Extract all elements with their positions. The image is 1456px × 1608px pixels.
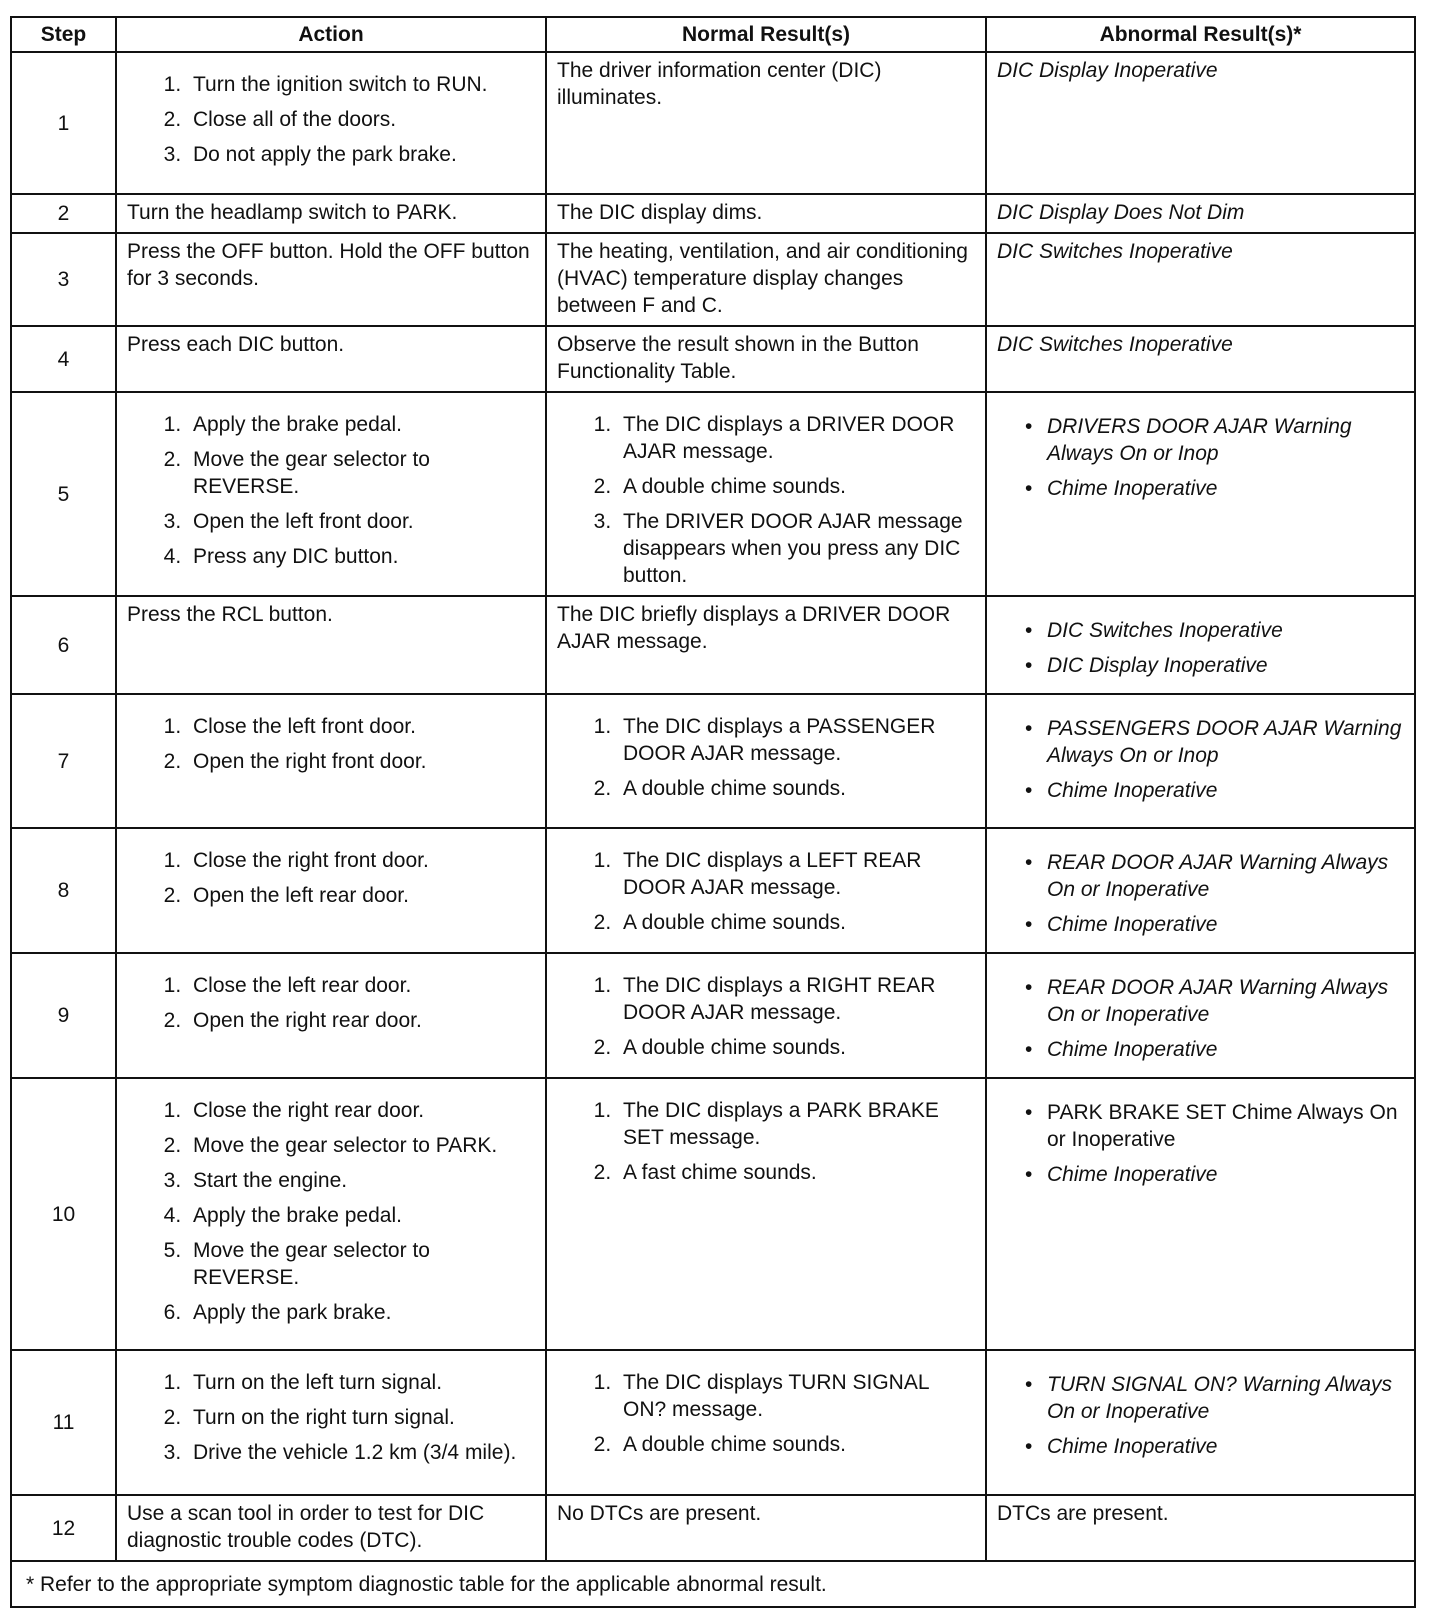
- step-number: 9: [11, 953, 116, 1078]
- action-cell: [116, 1495, 546, 1561]
- abnormal-list: [997, 849, 1404, 938]
- abnormal-text: DIC Display Does Not Dim: [997, 201, 1245, 224]
- table-row: [11, 1495, 1415, 1561]
- action-cell: [116, 52, 546, 194]
- normal-result-cell: [546, 52, 986, 194]
- list-item: 1. The DIC displays a PASSENGER DOOR AJAR message.: [617, 713, 975, 767]
- abnormal-result-cell: [986, 1350, 1415, 1495]
- footnote: * Refer to the appropriate symptom diagnostic table for the applicable abnormal result.: [11, 1561, 1415, 1607]
- list-item: 2. A double chime sounds.: [617, 473, 975, 500]
- list-item: 2. A double chime sounds.: [617, 1034, 975, 1061]
- header-normal-results: Normal Result(s): [546, 17, 986, 52]
- step-number: 10: [11, 1078, 116, 1350]
- list-item: 2. Close all of the doors.: [187, 106, 535, 133]
- list-item: 4. Apply the brake pedal.: [187, 1202, 535, 1229]
- list-item: 4. Press any DIC button.: [187, 543, 535, 570]
- table-row: [11, 828, 1415, 953]
- list-item: 1. The DIC displays a DRIVER DOOR AJAR message.: [617, 411, 975, 465]
- list-item: • Chime Inoperative: [1047, 777, 1404, 804]
- step-number: 11: [11, 1350, 116, 1495]
- abnormal-text: DIC Switches Inoperative: [997, 240, 1233, 263]
- list-item: 1. The DIC displays a PARK BRAKE SET message.: [617, 1097, 975, 1151]
- normal-list: [557, 411, 975, 589]
- normal-result-cell: [546, 1350, 986, 1495]
- normal-result-cell: [546, 1495, 986, 1561]
- list-item: • REAR DOOR AJAR Warning Always On or Inoperative: [1047, 974, 1404, 1028]
- list-item: 1. Close the right front door.: [187, 847, 535, 874]
- action-list: [127, 713, 535, 775]
- list-item: 3. Do not apply the park brake.: [187, 141, 535, 168]
- list-item: 1. The DIC displays a RIGHT REAR DOOR AJAR message.: [617, 972, 975, 1026]
- list-item: 2. Move the gear selector to REVERSE.: [187, 446, 535, 500]
- step-number: 8: [11, 828, 116, 953]
- list-item: 1. Close the left rear door.: [187, 972, 535, 999]
- list-item: • PARK BRAKE SET Chime Always On or Inoperative: [1047, 1099, 1404, 1153]
- table-row: [11, 233, 1415, 326]
- action-cell: [116, 233, 546, 326]
- list-item: 2. Open the left rear door.: [187, 882, 535, 909]
- list-item: 6. Apply the park brake.: [187, 1299, 535, 1326]
- list-item: 3. Start the engine.: [187, 1167, 535, 1194]
- abnormal-result-cell: [986, 596, 1415, 694]
- action-cell: [116, 828, 546, 953]
- abnormal-result-cell: [986, 326, 1415, 392]
- list-item: 1. Turn the ignition switch to RUN.: [187, 71, 535, 98]
- list-item: • Chime Inoperative: [1047, 911, 1404, 938]
- abnormal-result-cell: [986, 233, 1415, 326]
- action-list: [127, 1097, 535, 1326]
- header-step: Step: [11, 17, 116, 52]
- list-item: • Chime Inoperative: [1047, 475, 1404, 502]
- table-body: [11, 52, 1415, 1561]
- list-item: 3. The DRIVER DOOR AJAR message disappears when you press any DIC button.: [617, 508, 975, 589]
- list-item: • DRIVERS DOOR AJAR Warning Always On or Inop: [1047, 413, 1404, 467]
- normal-list: [557, 1097, 975, 1186]
- step-number: 2: [11, 194, 116, 233]
- action-cell: [116, 1350, 546, 1495]
- list-item: 3. Drive the vehicle 1.2 km (3/4 mile).: [187, 1439, 535, 1466]
- list-item: 1. Close the left front door.: [187, 713, 535, 740]
- table-row: [11, 326, 1415, 392]
- header-row: [11, 17, 1415, 52]
- step-number: 5: [11, 392, 116, 596]
- table-row: [11, 194, 1415, 233]
- normal-result-cell: [546, 694, 986, 828]
- normal-result-cell: [546, 392, 986, 596]
- normal-list: [557, 972, 975, 1061]
- list-item: 2. A double chime sounds.: [617, 909, 975, 936]
- action-list: [127, 411, 535, 570]
- normal-text: The driver information center (DIC) illuminates.: [557, 59, 882, 109]
- action-text: Press the OFF button. Hold the OFF button for 3 seconds.: [127, 240, 530, 290]
- normal-result-cell: [546, 596, 986, 694]
- action-cell: [116, 596, 546, 694]
- normal-list: [557, 847, 975, 936]
- list-item: 2. Turn on the right turn signal.: [187, 1404, 535, 1431]
- action-list: [127, 1369, 535, 1466]
- abnormal-result-cell: [986, 694, 1415, 828]
- normal-result-cell: [546, 828, 986, 953]
- action-cell: [116, 1078, 546, 1350]
- abnormal-text: DTCs are present.: [997, 1502, 1169, 1525]
- table-row: [11, 392, 1415, 596]
- table-row: [11, 953, 1415, 1078]
- step-number: 12: [11, 1495, 116, 1561]
- list-item: 2. A fast chime sounds.: [617, 1159, 975, 1186]
- abnormal-result-cell: [986, 194, 1415, 233]
- action-text: Use a scan tool in order to test for DIC diagnostic trouble codes (DTC).: [127, 1502, 485, 1552]
- action-cell: [116, 694, 546, 828]
- normal-result-cell: [546, 1078, 986, 1350]
- normal-list: [557, 713, 975, 802]
- abnormal-result-cell: [986, 953, 1415, 1078]
- action-list: [127, 847, 535, 909]
- abnormal-list: [997, 715, 1404, 804]
- list-item: • Chime Inoperative: [1047, 1433, 1404, 1460]
- header-abnormal-results: Abnormal Result(s)*: [986, 17, 1415, 52]
- step-number: 7: [11, 694, 116, 828]
- action-text: Press the RCL button.: [127, 603, 333, 626]
- list-item: • PASSENGERS DOOR AJAR Warning Always On or Inop: [1047, 715, 1404, 769]
- diagnostic-table-container: [10, 16, 1414, 1608]
- abnormal-text: DIC Switches Inoperative: [997, 333, 1233, 356]
- normal-result-cell: [546, 326, 986, 392]
- normal-text: The heating, ventilation, and air conditioning (HVAC) temperature display changes between F and C.: [557, 240, 968, 317]
- table-row: [11, 694, 1415, 828]
- action-list: [127, 972, 535, 1034]
- abnormal-text: DIC Display Inoperative: [997, 59, 1218, 82]
- normal-result-cell: [546, 953, 986, 1078]
- abnormal-list: [997, 617, 1404, 679]
- header-action: Action: [116, 17, 546, 52]
- action-cell: [116, 392, 546, 596]
- list-item: 1. Turn on the left turn signal.: [187, 1369, 535, 1396]
- normal-text: The DIC display dims.: [557, 201, 763, 224]
- table-row: [11, 596, 1415, 694]
- abnormal-result-cell: [986, 392, 1415, 596]
- normal-result-cell: [546, 194, 986, 233]
- list-item: 1. The DIC displays a LEFT REAR DOOR AJAR message.: [617, 847, 975, 901]
- abnormal-result-cell: [986, 52, 1415, 194]
- abnormal-list: [997, 1099, 1404, 1188]
- normal-text: Observe the result shown in the Button Functionality Table.: [557, 333, 919, 383]
- list-item: 2. Move the gear selector to PARK.: [187, 1132, 535, 1159]
- action-list: [127, 71, 535, 168]
- list-item: 2. A double chime sounds.: [617, 1431, 975, 1458]
- table-row: [11, 52, 1415, 194]
- list-item: 2. Open the right rear door.: [187, 1007, 535, 1034]
- list-item: 1. Close the right rear door.: [187, 1097, 535, 1124]
- action-text: Turn the headlamp switch to PARK.: [127, 201, 458, 224]
- step-number: 3: [11, 233, 116, 326]
- footnote-row: [11, 1561, 1415, 1607]
- table-row: [11, 1078, 1415, 1350]
- normal-text: No DTCs are present.: [557, 1502, 762, 1525]
- step-number: 1: [11, 52, 116, 194]
- action-cell: [116, 326, 546, 392]
- list-item: 1. The DIC displays TURN SIGNAL ON? message.: [617, 1369, 975, 1423]
- normal-text: The DIC briefly displays a DRIVER DOOR AJAR message.: [557, 603, 951, 653]
- abnormal-list: [997, 974, 1404, 1063]
- list-item: 1. Apply the brake pedal.: [187, 411, 535, 438]
- normal-list: [557, 1369, 975, 1458]
- list-item: • Chime Inoperative: [1047, 1161, 1404, 1188]
- step-number: 4: [11, 326, 116, 392]
- abnormal-list: [997, 413, 1404, 502]
- abnormal-result-cell: [986, 1495, 1415, 1561]
- action-cell: [116, 953, 546, 1078]
- action-text: Press each DIC button.: [127, 333, 345, 356]
- normal-result-cell: [546, 233, 986, 326]
- list-item: • DIC Switches Inoperative: [1047, 617, 1404, 644]
- list-item: • TURN SIGNAL ON? Warning Always On or Inoperative: [1047, 1371, 1404, 1425]
- list-item: • DIC Display Inoperative: [1047, 652, 1404, 679]
- abnormal-result-cell: [986, 828, 1415, 953]
- list-item: 3. Open the left front door.: [187, 508, 535, 535]
- list-item: 2. Open the right front door.: [187, 748, 535, 775]
- list-item: 2. A double chime sounds.: [617, 775, 975, 802]
- diagnostic-table: [10, 16, 1416, 1608]
- table-row: [11, 1350, 1415, 1495]
- action-cell: [116, 194, 546, 233]
- abnormal-result-cell: [986, 1078, 1415, 1350]
- list-item: • Chime Inoperative: [1047, 1036, 1404, 1063]
- list-item: • REAR DOOR AJAR Warning Always On or Inoperative: [1047, 849, 1404, 903]
- abnormal-list: [997, 1371, 1404, 1460]
- list-item: 5. Move the gear selector to REVERSE.: [187, 1237, 535, 1291]
- step-number: 6: [11, 596, 116, 694]
